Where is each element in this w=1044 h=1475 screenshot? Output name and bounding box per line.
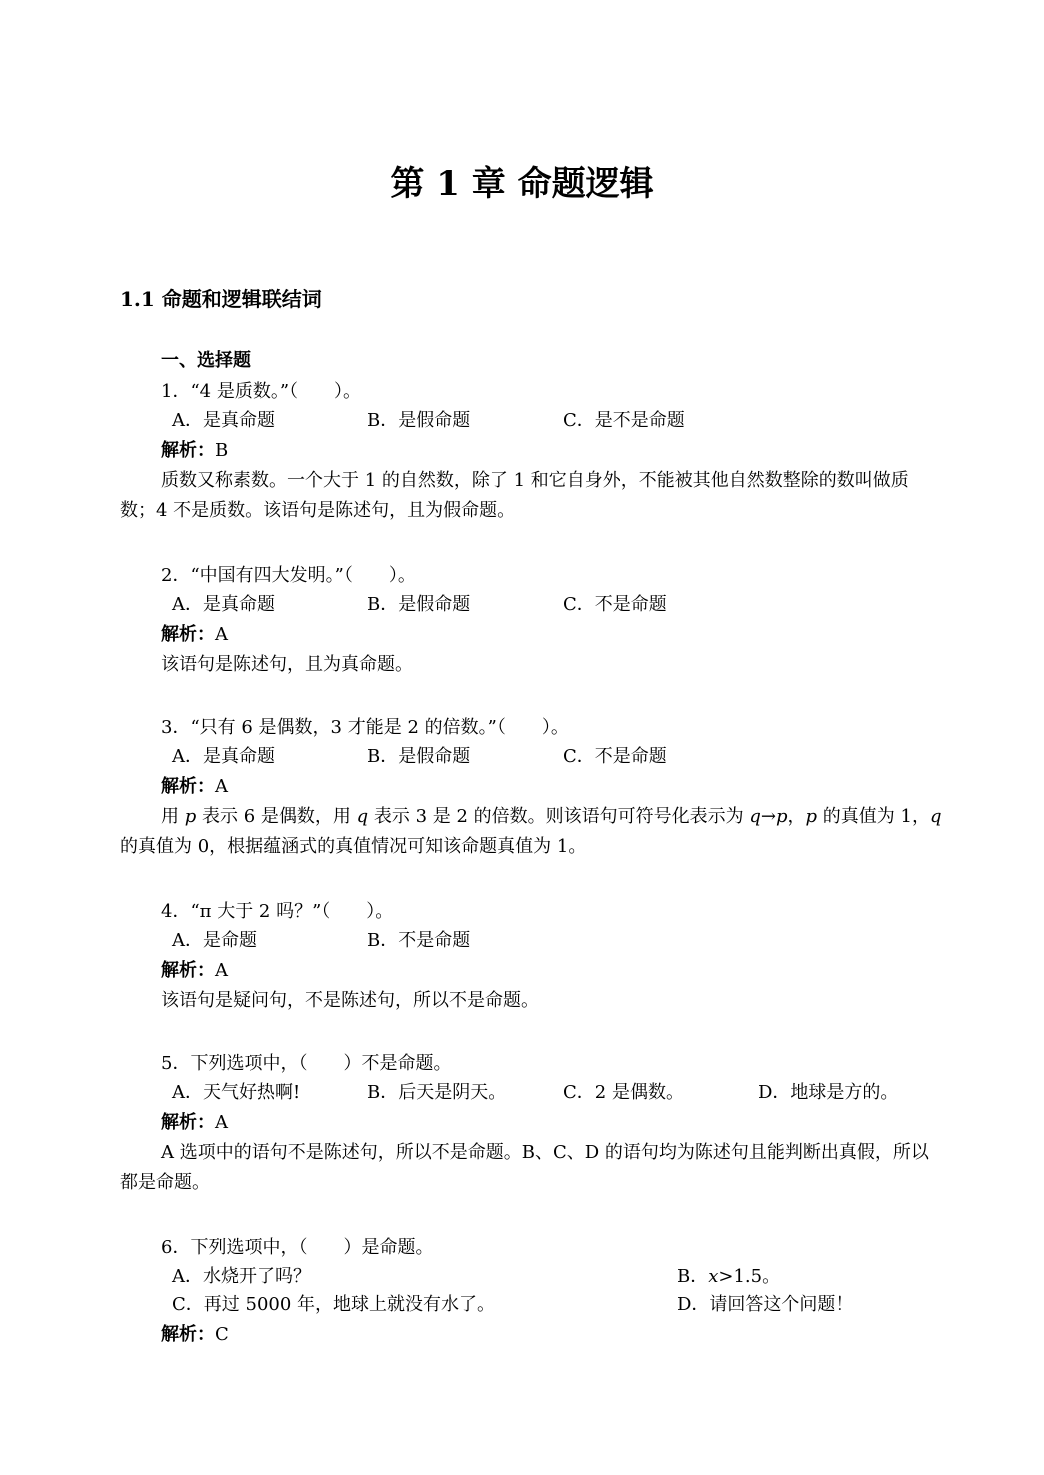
- question-2-option-c: C．不是命题: [563, 594, 667, 615]
- answer-label: 解析：: [161, 776, 215, 797]
- question-1-answer: [161, 437, 228, 465]
- question-6-answer: [161, 1321, 229, 1349]
- question-6-option-b: B．x>1.5。: [677, 1266, 781, 1287]
- answer-label: 解析：: [161, 440, 215, 461]
- question-5-option-a: A．天气好热啊!: [172, 1082, 301, 1103]
- question-2-option-a: A．是真命题: [172, 594, 275, 615]
- question-5-answer: [161, 1109, 228, 1137]
- question-3-stem: 3．“只有 6 是偶数，3 才能是 2 的倍数。”（ ）。: [161, 717, 569, 738]
- answer-value: B: [215, 440, 229, 461]
- answer-value: A: [215, 776, 228, 797]
- question-3-explanation: 用 p 表示 6 是偶数，用 q 表示 3 是 2 的倍数。则该语句可符号化表示为 q→p，p 的真值为 1，q 的真值为 0，根据蕴涵式的真值情况可知该命题真值为 1。: [120, 806, 942, 857]
- answer-value: C: [215, 1324, 229, 1345]
- question-4-stem: 4．“π 大于 2 吗？”（ ）。: [161, 901, 394, 922]
- question-3-option-a: A．是真命题: [172, 746, 275, 767]
- question-6-option-a: A．水烧开了吗？: [172, 1266, 311, 1287]
- answer-value: A: [215, 960, 228, 981]
- question-5-option-c: C．2 是偶数。: [563, 1082, 684, 1103]
- question-4-option-b: B．不是命题: [367, 930, 471, 951]
- question-4-option-a: A．是命题: [172, 930, 257, 951]
- question-3-option-c: C．不是命题: [563, 746, 667, 767]
- question-6-stem: 6．下列选项中，（ ）是命题。: [161, 1237, 434, 1258]
- chapter-title: 第 1 章 命题逻辑: [390, 164, 654, 204]
- answer-label: 解析：: [161, 1112, 215, 1133]
- question-1-option-c: C．是不是命题: [563, 410, 685, 431]
- question-5-explanation: A 选项中的语句不是陈述句，所以不是命题。B、C、D 的语句均为陈述句且能判断出真假，所以都是命题。: [120, 1142, 929, 1193]
- answer-value: A: [215, 1112, 228, 1133]
- answer-value: A: [215, 624, 228, 645]
- question-3-answer: [161, 773, 228, 801]
- question-6-option-c: C．再过 5000 年，地球上就没有水了。: [172, 1294, 496, 1315]
- question-1-option-b: B．是假命题: [367, 410, 471, 431]
- question-1-explanation: 质数又称素数。一个大于 1 的自然数，除了 1 和它自身外，不能被其他自然数整除的数叫做质数；4 不是质数。该语句是陈述句，且为假命题。: [120, 470, 909, 521]
- question-5-option-b: B．后天是阴天。: [367, 1082, 507, 1103]
- question-4-answer: [161, 957, 228, 985]
- question-1-option-a: A．是真命题: [172, 410, 275, 431]
- answer-label: 解析：: [161, 1324, 215, 1345]
- question-5-option-d: D．地球是方的。: [758, 1082, 899, 1103]
- question-2-answer: [161, 621, 228, 649]
- question-6-option-d: D．请回答这个问题！: [677, 1294, 854, 1315]
- question-3-option-b: B．是假命题: [367, 746, 471, 767]
- question-2-option-b: B．是假命题: [367, 594, 471, 615]
- question-1-stem: 1．“4 是质数。”（ ）。: [161, 381, 362, 402]
- question-2-explanation: 该语句是陈述句，且为真命题。: [161, 654, 413, 675]
- section-title: 1.1 命题和逻辑联结词: [120, 287, 322, 311]
- question-5-stem: 5．下列选项中，（ ）不是命题。: [161, 1053, 452, 1074]
- answer-label: 解析：: [161, 624, 215, 645]
- part-title: 一、选择题: [161, 350, 251, 371]
- answer-label: 解析：: [161, 960, 215, 981]
- question-4-explanation: 该语句是疑问句，不是陈述句，所以不是命题。: [161, 990, 539, 1011]
- question-2-stem: 2．“中国有四大发明。”（ ）。: [161, 565, 416, 586]
